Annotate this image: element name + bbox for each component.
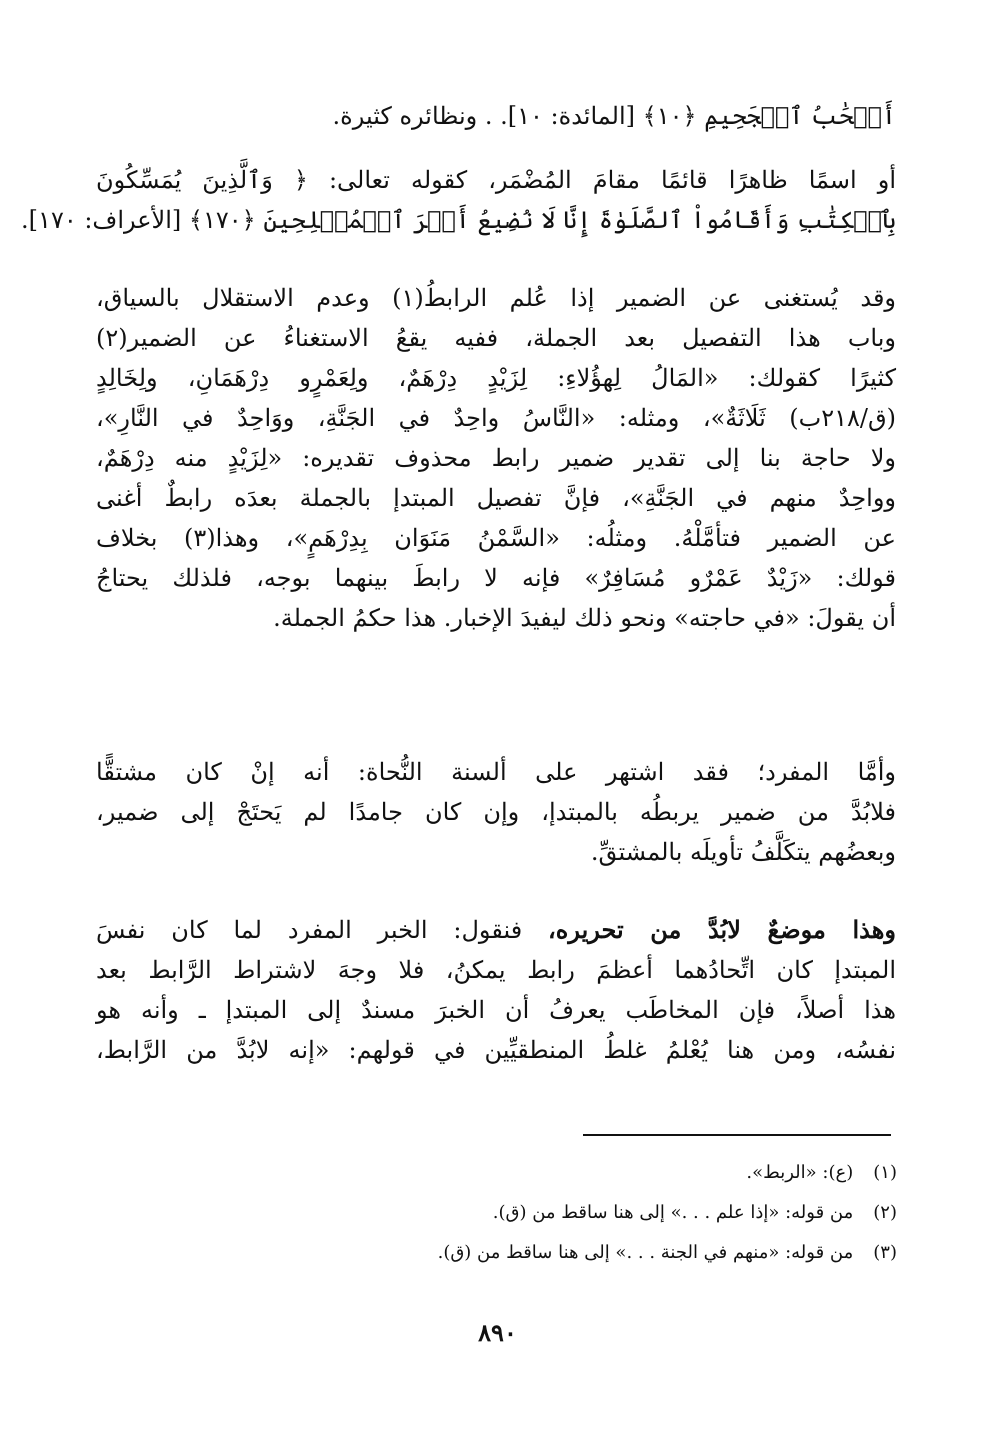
text-line: وأمَّا المفرد؛ فقد اشتهر على ألسنة النُّحاة: أنه إنْ كان مشتقًّا [96,758,896,786]
footnote-3 [300,1240,897,1266]
footnote-text: من قوله: «إذا علم . . .» إلى هنا ساقط من (ق). [492,1202,854,1223]
text-line: بِٱلۡكِتَٰبِ وَأَقَامُواْ ٱلصَّلَوٰةَ إِنَّا لَا نُضِيعُ أَجۡرَ ٱلۡمُصۡلِحِينَ ﴿١٧٠﴾ [الأعراف: ١٧٠]. [21,206,896,234]
text-line: هذا أصلاً، فإن المخاطَب يعرفُ أن الخبرَ مسندٌ إلى المبتدإ ـ وأنه هو [96,996,896,1024]
footnote-separator [583,1134,891,1136]
footnote-1 [300,1160,897,1186]
top-continuation [96,96,896,136]
footnote-number: (٢) [873,1202,897,1223]
text-line: وبعضُهم يتكَلَّفُ تأويلَه بالمشتقِّ. [590,838,896,866]
text-line: كثيرًا كقولك: «المَالُ لِهؤُلاءِ: لِزَيْدٍ دِرْهَمٌ، ولِعَمْرٍو دِرْهَمَانِ، ولِخَالِدٍ [96,364,896,392]
paragraph-1 [21,160,896,240]
footnote-number: (٣) [873,1242,897,1263]
footnote-number: (١) [873,1162,897,1183]
lead-rest: فنقول: الخبر المفرد لما كان نفسَ [96,916,549,944]
text-line: المبتدإ كان اتِّحادُهما أعظمَ رابط يمكنُ، فلا وجهَ لاشتراط الرَّابط بعد [96,956,896,984]
page-number: ٨٩٠ [478,1318,517,1347]
top-line: أَصۡحَٰبُ ٱلۡجَحِيمِ ﴿١٠﴾ [المائدة: ١٠]. . ونظائره كثيرة. [332,102,896,130]
text-line: أن يقولَ: «في حاجته» ونحو ذلك ليفيدَ الإخبار. هذا حكمُ الجملة. [273,604,896,632]
text-line [96,910,896,950]
paragraph-2 [96,278,896,638]
text-line: أو اسمًا ظاهرًا قائمًا مقامَ المُضْمَر، كقوله تعالى: ﴿ وَٱلَّذِينَ يُمَسِّكُونَ [96,166,896,194]
text-line: قولك: «زَيْدٌ عَمْرٌو مُسَافِرٌ» فإنه لا رابطَ بينهما بوجه، فلذلك يحتاجُ [96,564,896,592]
bold-lead: وهذا موضعٌ لابُدَّ من تحريره، [548,915,896,944]
text-line: فلابُدَّ من ضمير يربطُه بالمبتدإ، وإن كان جامدًا لم يَحتَجْ إلى ضمير، [96,798,896,826]
footnote-text: (ع): «الربط». [746,1162,854,1183]
paragraph-3 [96,752,896,872]
text-line: وقد يُستغنى عن الضمير إذا عُلم الرابطُ(١) وعدم الاستقلال بالسياق، [96,284,897,312]
footnote-text: من قوله: «منهم في الجنة . . .» إلى هنا ساقط من (ق). [437,1242,854,1263]
text-line: (ق/٢١٨ب) ثَلَاثَةٌ»، ومثله: «النَّاسُ واحِدٌ في الجَنَّةِ، ووَاحِدٌ في النَّارِ»، [96,404,896,432]
text-line: عن الضمير فتأمَّلْهُ. ومثلُه: «السَّمْنُ مَنَوَان بِدِرْهَمٍ»، وهذا(٣) بخلاف [96,524,896,552]
text-line: نفسُه، ومن هنا يُعْلمُ غلطُ المنطقيِّين في قولهم: «إنه لابُدَّ من الرَّابط، [96,1036,896,1064]
text-line: ولا حاجة بنا إلى تقدير ضمير رابط محذوف تقديره: «لِزَيْدٍ منه دِرْهَمٌ، [96,444,897,472]
text-line: وباب هذا التفصيل بعد الجملة، ففيه يقعُ الاستغناءُ عن الضمير(٢) [96,324,896,352]
text-line: وواحِدٌ منهم في الجَنَّةِ»، فإنَّ تفصيل المبتدإ بالجملة بعدَه رابطٌ أغنى [96,484,896,512]
paragraph-4 [96,910,896,1070]
footnote-2 [300,1200,897,1226]
